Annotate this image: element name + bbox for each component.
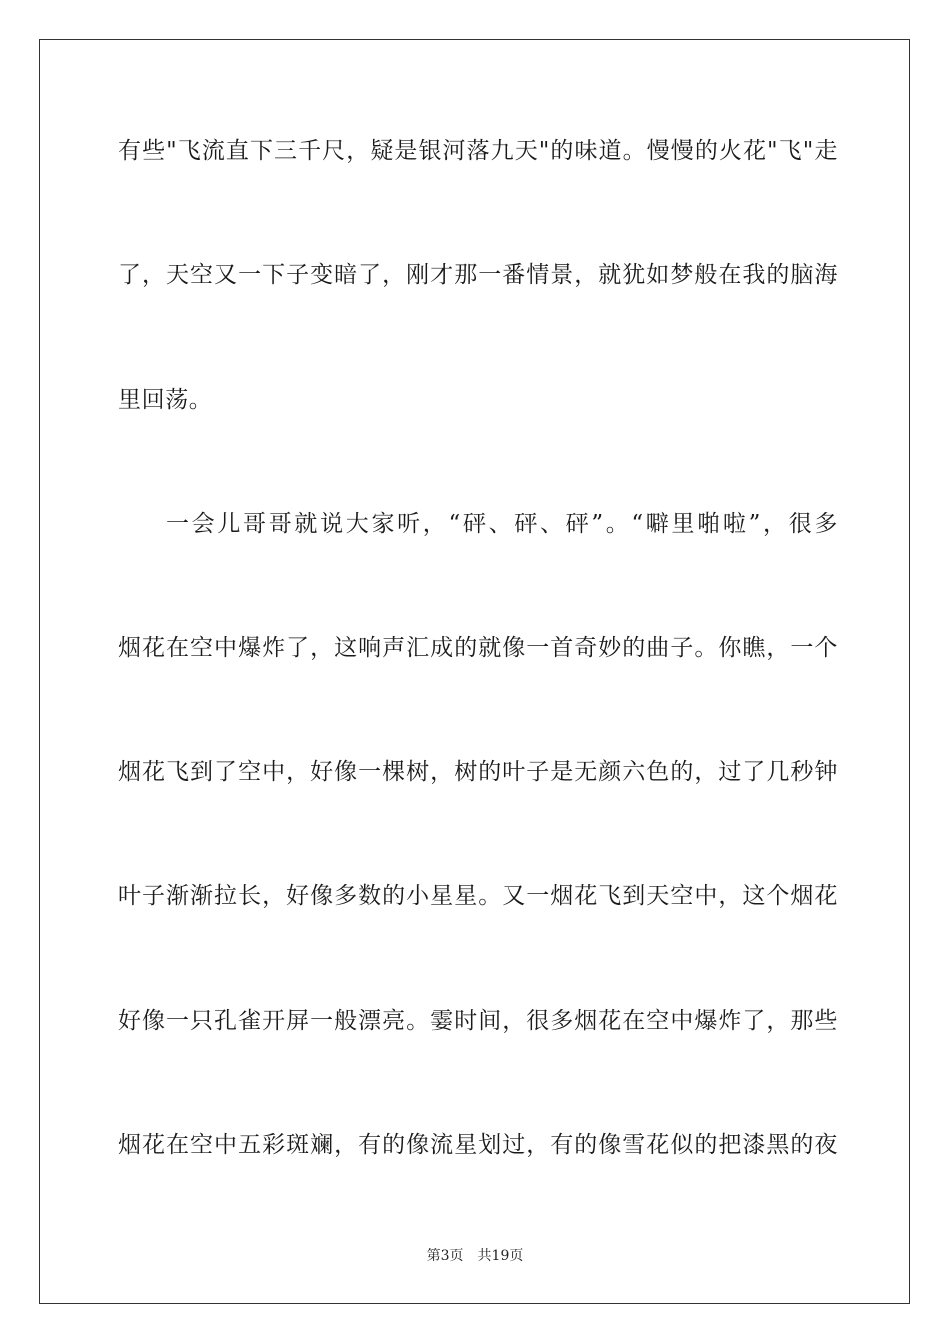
page-border <box>39 39 910 1304</box>
text-line: 烟花在空中五彩斑斓，有的像流星划过，有的像雪花似的把漆黑的夜 <box>118 1132 838 1158</box>
text-line: 里回荡。 <box>118 387 213 413</box>
text-line: 烟花飞到了空中，好像一棵树，树的叶子是无颜六色的，过了几秒钟 <box>118 759 838 785</box>
page-total: 共19页 <box>477 1248 524 1264</box>
text-line: 有些"飞流直下三千尺，疑是银河落九天"的味道。慢慢的火花"飞"走 <box>118 138 838 164</box>
text-line: 好像一只孔雀开屏一般漂亮。霎时间，很多烟花在空中爆炸了，那些 <box>118 1008 838 1034</box>
paragraph-first-line: 一会儿哥哥就说大家听，“砰、砰、砰”。“噼里啪啦”，很多 <box>166 511 838 537</box>
text-line: 了，天空又一下子变暗了，刚才那一番情景，就犹如梦般在我的脑海 <box>118 262 838 288</box>
page-footer <box>0 1247 950 1265</box>
page-number: 第3页 <box>426 1248 464 1264</box>
text-line: 叶子渐渐拉长，好像多数的小星星。又一烟花飞到天空中，这个烟花 <box>118 883 838 909</box>
text-line: 烟花在空中爆炸了，这响声汇成的就像一首奇妙的曲子。你瞧，一个 <box>118 635 838 661</box>
